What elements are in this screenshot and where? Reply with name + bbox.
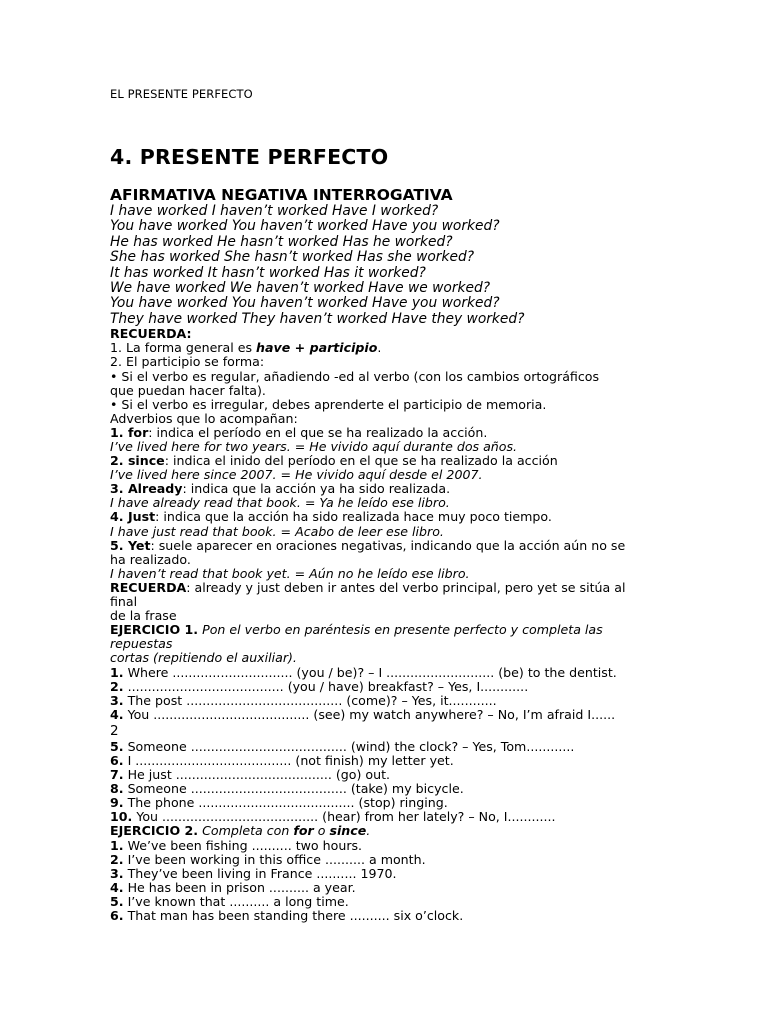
adverb-text: : suele aparecer en oraciones negativas, indicando que la acción aún no se <box>150 537 626 553</box>
page-title: 4. PRESENTE PERFECTO <box>110 145 389 169</box>
item-text: You ....................................... (hear) from her lately? – No, I............ <box>132 809 556 825</box>
item-text: The phone ....................................... (stop) ringing. <box>123 795 448 811</box>
item-number: 5. <box>110 738 124 754</box>
item-text: We’ve been fishing .......... two hours. <box>123 837 363 853</box>
exercise-instruction: Pon el verbo en paréntesis en presente perfecto y completa las <box>198 622 603 638</box>
adverb-example: I have already read that book. = Ya he leído ese libro. <box>110 495 450 511</box>
exercise-item <box>110 810 650 824</box>
recuerda-heading: RECUERDA: <box>110 326 192 342</box>
item-text: That man has been standing there .......... six o’clock. <box>123 908 464 923</box>
adverb-word: Yet <box>127 537 151 553</box>
keyword-for: for <box>293 823 314 839</box>
conjugation-table <box>110 204 650 327</box>
adverb-text: : indica el inido del período en el que se ha realizado la acción <box>164 453 558 469</box>
adverbs-intro: Adverbios que lo acompañan: <box>110 410 298 426</box>
exercise-label: EJERCICIO 1. <box>110 622 199 638</box>
adverb-example: I haven’t read that book yet. = Aún no he leído ese libro. <box>110 565 470 581</box>
exercise-item <box>110 694 650 708</box>
adverb-item <box>110 454 650 468</box>
adverb-text-cont: ha realizado. <box>110 551 191 567</box>
item-text: Someone ....................................... (wind) the clock? – Yes, Tom............ <box>123 738 575 754</box>
exercise-instruction: . <box>366 823 371 839</box>
item-number: 1. <box>110 837 124 853</box>
conjugation-line: You have worked You haven’t worked Have you worked? <box>110 218 500 235</box>
conjugation-line: You have worked You haven’t worked Have you worked? <box>110 295 500 312</box>
conjugation-line: We have worked We haven’t worked Have we worked? <box>110 280 491 297</box>
bullet-regular: • Si el verbo es regular, añadiendo -ed al verbo (con los cambios ortográficos <box>110 368 600 384</box>
adverb-example: I’ve lived here for two years. = He vivido aquí durante dos años. <box>110 439 518 454</box>
exercise-item <box>110 909 650 923</box>
exercise-2-instruction <box>110 824 650 838</box>
item-number: 4. <box>110 706 124 722</box>
exercise-item <box>110 853 650 867</box>
adverb-word: for <box>127 424 149 440</box>
adverb-word: since <box>127 453 165 469</box>
item-number: 6. <box>110 752 124 768</box>
item-number: 7. <box>110 767 124 783</box>
exercise-item <box>110 839 650 853</box>
adverb-word: Already <box>127 481 183 497</box>
exercise-label: EJERCICIO 2. <box>110 823 199 839</box>
item-number: 9. <box>110 795 124 811</box>
adverb-text: : indica el período en el que se ha realizado la acción. <box>148 424 488 440</box>
item-text: Someone ....................................... (take) my bicycle. <box>123 781 464 797</box>
item-number: 1. <box>110 664 124 680</box>
rule-participle: 2. El participio se forma: <box>110 354 265 370</box>
adverb-num: 1. <box>110 424 128 440</box>
item-text: Where .............................. (you / be)? – I ........................... (be) to the dentist. <box>123 664 617 680</box>
exercise-instruction: o <box>313 823 330 839</box>
item-number: 10. <box>110 809 133 825</box>
document-body <box>110 187 650 923</box>
exercise-item <box>110 680 650 694</box>
page-header: EL PRESENTE PERFECTO <box>110 87 253 101</box>
rule-general-form <box>110 341 650 355</box>
adverb-num: 4. <box>110 509 128 525</box>
item-text: The post ....................................... (come)? – Yes, it............ <box>123 692 497 708</box>
adverb-word: Just <box>127 509 156 525</box>
conjugation-line: It has worked It hasn’t worked Has it worked? <box>110 264 426 281</box>
adverb-example: I’ve lived here since 2007. = He vivido aquí desde el 2007. <box>110 467 483 483</box>
item-number: 8. <box>110 781 124 797</box>
item-text: I ....................................... (not finish) my letter yet. <box>123 752 454 768</box>
conjugation-line: They have worked They haven’t worked Have they worked? <box>110 310 525 327</box>
exercise-item <box>110 867 650 881</box>
item-text: I’ve known that .......... a long time. <box>123 893 349 909</box>
page-number: 2 <box>110 722 119 739</box>
exercise-item <box>110 768 650 782</box>
item-number: 3. <box>110 865 124 881</box>
exercise-instruction: Completa con <box>198 823 294 839</box>
item-text: They’ve been living in France .......... 1970. <box>123 865 397 881</box>
adverb-num: 2. <box>110 453 128 469</box>
exercise-instruction-cont: cortas (repitiendo el auxiliar). <box>110 650 297 666</box>
adverb-text: : indica que la acción ya ha sido realizada. <box>182 481 451 497</box>
section-subtitle: AFIRMATIVA NEGATIVA INTERROGATIVA <box>110 186 453 204</box>
exercise-item <box>110 754 650 768</box>
exercise-instruction-cont: repuestas <box>110 636 173 652</box>
item-text: He just ....................................... (go) out. <box>123 767 391 783</box>
exercise-item <box>110 782 650 796</box>
item-number: 5. <box>110 893 124 909</box>
item-text: ....................................... (you / have) breakfast? – Yes, I............ <box>123 678 529 694</box>
exercise-item <box>110 895 650 909</box>
exercise-1-instruction <box>110 623 650 637</box>
item-number: 2. <box>110 678 124 694</box>
keyword-since: since <box>329 823 367 839</box>
rule-text: 1. La forma general es <box>110 340 257 356</box>
exercise-item <box>110 881 650 895</box>
bullet-regular-cont: que puedan hacer falta). <box>110 382 266 398</box>
exercise-item <box>110 708 650 722</box>
recuerda-note-cont: final <box>110 594 138 610</box>
adverb-text: : indica que la acción ha sido realizada hace muy poco tiempo. <box>155 509 552 525</box>
exercise-item <box>110 740 650 754</box>
adverb-num: 3. <box>110 481 128 497</box>
conjugation-line: He has worked He hasn’t worked Has he worked? <box>110 233 453 250</box>
rule-emphasis: have + participio <box>256 340 378 356</box>
item-text: He has been in prison .......... a year. <box>123 879 356 895</box>
item-text: I’ve been working in this office .......... a month. <box>123 851 426 867</box>
recuerda-label: RECUERDA <box>110 579 187 595</box>
exercise-item <box>110 666 650 680</box>
recuerda-text: : already y just deben ir antes del verbo principal, pero yet se sitúa al <box>186 579 626 595</box>
exercise-2 <box>110 824 650 923</box>
item-number: 6. <box>110 908 124 923</box>
rule-text: . <box>377 340 382 356</box>
item-number: 4. <box>110 879 124 895</box>
item-number: 2. <box>110 851 124 867</box>
item-text: You ....................................... (see) my watch anywhere? – No, I’m afraid I...... <box>123 706 616 722</box>
adverb-item <box>110 539 650 553</box>
conjugation-line: She has worked She hasn’t worked Has she worked? <box>110 249 475 266</box>
conjugation-line: I have worked I haven’t worked Have I worked? <box>110 203 439 219</box>
item-number: 3. <box>110 692 124 708</box>
bullet-irregular: • Si el verbo es irregular, debes aprenderte el participio de memoria. <box>110 396 547 412</box>
exercise-1 <box>110 623 650 824</box>
adverb-item <box>110 426 650 440</box>
adverb-example: I have just read that book. = Acabo de leer ese libro. <box>110 523 444 539</box>
adverb-num: 5. <box>110 537 128 553</box>
adverb-list <box>110 426 650 581</box>
adverb-item <box>110 482 650 496</box>
recuerda-note <box>110 581 650 595</box>
recuerda-note-cont: de la frase <box>110 608 177 624</box>
exercise-item <box>110 796 650 810</box>
adverb-item <box>110 510 650 524</box>
